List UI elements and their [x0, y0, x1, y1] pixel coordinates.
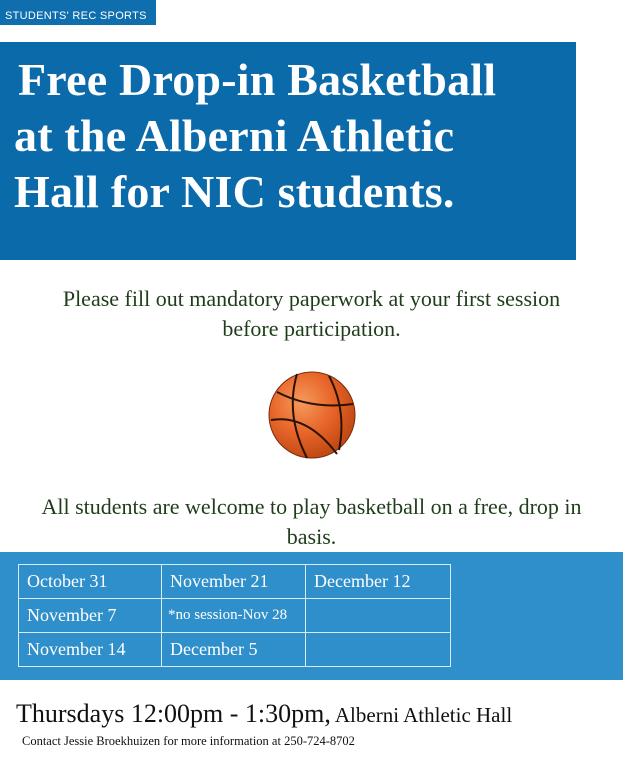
date-cell: [306, 599, 451, 633]
contact-info: Contact Jessie Broekhuizen for more information at 250-724-8702: [22, 734, 355, 748]
date-cell: December 5: [162, 633, 306, 667]
welcome-text-line-1: All students are welcome to play basketball on a free, drop in: [41, 494, 582, 519]
schedule-venue: Alberni Athletic Hall: [334, 703, 513, 727]
date-cell: November 7: [19, 599, 162, 633]
welcome-text: [0, 492, 623, 552]
hero-title-line-2: at the Alberni Athletic: [14, 110, 455, 161]
paperwork-notice-line-2: before participation.: [222, 316, 401, 341]
hero-title: [14, 52, 496, 220]
paperwork-notice: [0, 284, 623, 344]
hero-title-line-1: Free Drop-in Basketball: [18, 54, 497, 105]
date-cell: [306, 633, 451, 667]
date-cell: *no session-Nov 28: [162, 599, 306, 633]
table-row: [19, 599, 451, 633]
basketball-icon: [267, 370, 357, 460]
hero-banner: [0, 42, 576, 260]
date-cell: October 31: [19, 565, 162, 599]
section-tag: [0, 0, 156, 25]
schedule-line: [16, 698, 512, 734]
session-dates-table: [18, 564, 451, 667]
date-cell: November 21: [162, 565, 306, 599]
table-row: [19, 565, 451, 599]
hero-title-line-3: Hall for NIC students.: [14, 166, 455, 217]
paperwork-notice-line-1: Please fill out mandatory paperwork at your first session: [62, 286, 561, 311]
date-cell: November 14: [19, 633, 162, 667]
section-tag-label: STUDENTS' REC SPORTS: [5, 10, 147, 22]
schedule-time: Thursdays 12:00pm - 1:30pm,: [16, 699, 331, 728]
welcome-text-line-2: basis.: [286, 524, 337, 549]
table-row: [19, 633, 451, 667]
dates-band: [0, 552, 623, 680]
date-cell: December 12: [306, 565, 451, 599]
